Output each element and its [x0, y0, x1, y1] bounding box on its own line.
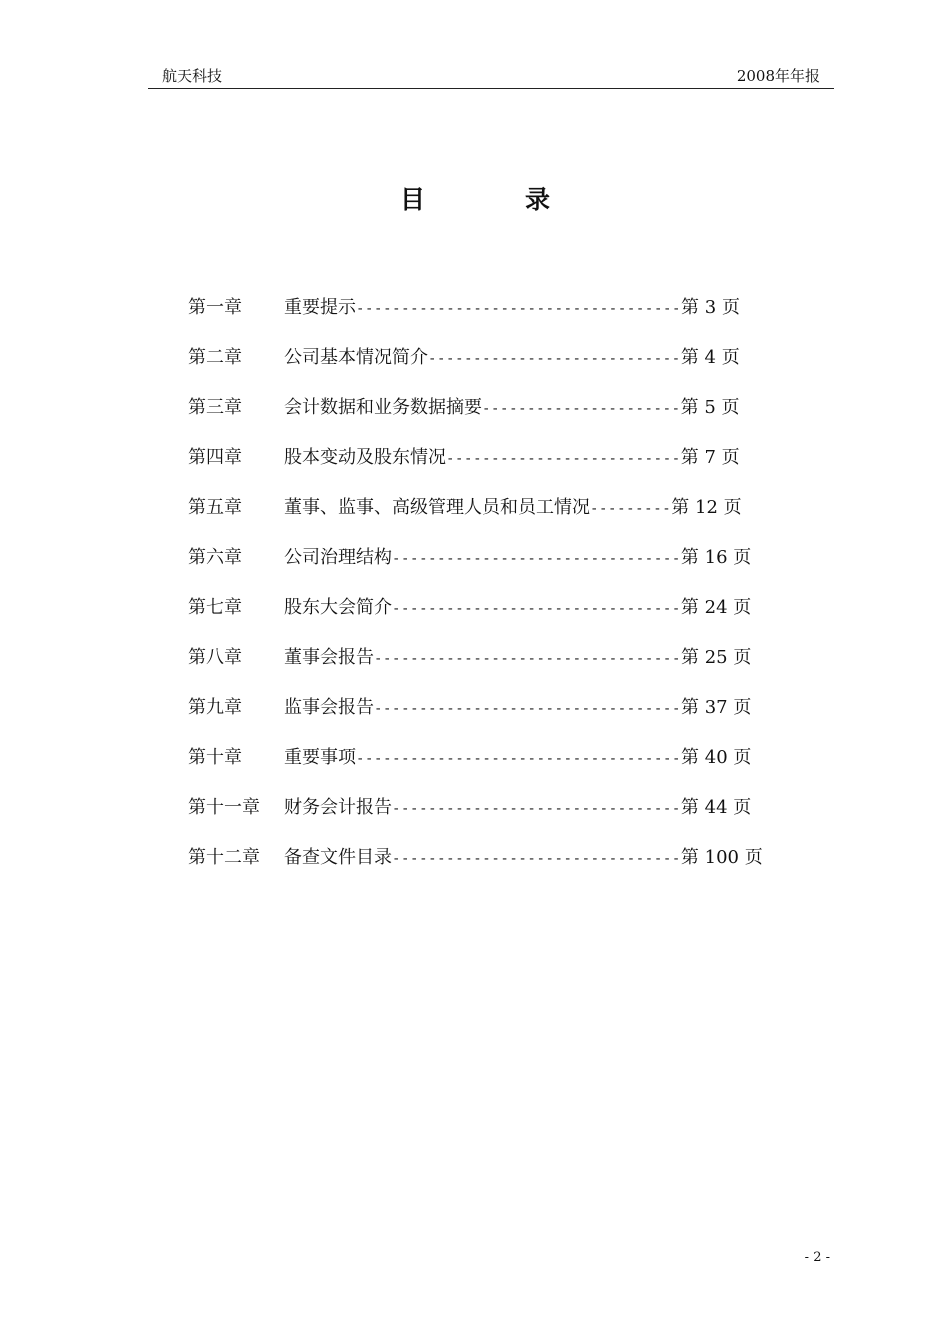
toc-title: [0, 180, 950, 216]
toc-leader: ------------------------------------: [356, 301, 682, 317]
toc-chapter-label: 第七章: [188, 597, 242, 618]
toc-entry-title: 董事会报告: [284, 647, 374, 668]
toc-entry-title: 监事会报告: [284, 697, 374, 718]
toc-entry-title: 重要提示: [284, 297, 356, 318]
toc-chapter-label: 第十章: [188, 747, 242, 768]
toc-chapter-label: 第六章: [188, 547, 242, 568]
company-name: 航天科技: [162, 67, 223, 85]
toc-leader: --------------------------------: [392, 601, 681, 617]
toc-entry-title: 董事、监事、高级管理人员和员工情况: [284, 497, 590, 518]
toc-entry-title: 会计数据和业务数据摘要: [284, 397, 482, 418]
toc-leader: --------------------------: [446, 451, 681, 467]
toc-title-char-1: 目: [399, 185, 425, 214]
toc-entry[interactable]: [188, 295, 763, 345]
toc-chapter-label: 第五章: [188, 497, 242, 518]
toc-page-ref: 第 24 页: [680, 597, 752, 618]
toc-entry[interactable]: [188, 545, 763, 595]
toc-entry-title: 股东大会简介: [284, 597, 392, 618]
toc-entry-title: 股本变动及股东情况: [284, 447, 446, 468]
toc-chapter-label: 第二章: [188, 347, 242, 368]
toc-chapter-label: 第十一章: [188, 797, 260, 818]
toc-entry[interactable]: [188, 695, 763, 745]
toc-entry[interactable]: [188, 645, 763, 695]
toc-entry[interactable]: [188, 795, 763, 845]
toc-entry[interactable]: [188, 445, 763, 495]
toc-entry[interactable]: [188, 845, 763, 895]
toc-entry-title: 公司治理结构: [284, 547, 392, 568]
toc-leader: ----------------------------------: [374, 651, 681, 667]
toc-page-ref: 第 16 页: [680, 547, 752, 568]
toc-entry-title: 公司基本情况简介: [284, 347, 428, 368]
toc-leader: ----------------------: [482, 401, 681, 417]
page-header: [148, 62, 834, 89]
toc-chapter-label: 第一章: [188, 297, 242, 318]
report-year: 2008年年报: [736, 67, 820, 85]
toc-entry[interactable]: [188, 495, 763, 545]
toc-leader: --------------------------------: [392, 551, 681, 567]
table-of-contents: [188, 295, 763, 895]
toc-leader: ------------------------------------: [356, 751, 682, 767]
toc-leader: ----------------------------------: [374, 701, 681, 717]
toc-leader: --------------------------------: [392, 851, 681, 867]
toc-page-ref: 第 100 页: [680, 847, 763, 868]
toc-chapter-label: 第十二章: [188, 847, 260, 868]
toc-chapter-label: 第八章: [188, 647, 242, 668]
toc-entry[interactable]: [188, 395, 763, 445]
toc-leader: --------------------------------: [392, 801, 681, 817]
toc-page-ref: 第 7 页: [680, 447, 740, 468]
toc-page-ref: 第 4 页: [680, 347, 740, 368]
toc-entry-title: 备查文件目录: [284, 847, 392, 868]
toc-entry-title: 财务会计报告: [284, 797, 392, 818]
toc-entry[interactable]: [188, 595, 763, 645]
toc-entry[interactable]: [188, 745, 763, 795]
toc-chapter-label: 第四章: [188, 447, 242, 468]
toc-leader: ---------: [590, 501, 672, 517]
toc-page-ref: 第 37 页: [680, 697, 752, 718]
toc-page-ref: 第 25 页: [680, 647, 752, 668]
page-number: - 2 -: [804, 1250, 830, 1265]
toc-page-ref: 第 40 页: [681, 747, 752, 768]
toc-page-ref: 第 12 页: [671, 497, 742, 518]
toc-entry-title: 重要事项: [284, 747, 356, 768]
toc-leader: ----------------------------: [428, 351, 681, 367]
toc-page-ref: 第 5 页: [680, 397, 740, 418]
toc-chapter-label: 第九章: [188, 697, 242, 718]
toc-chapter-label: 第三章: [188, 397, 242, 418]
toc-page-ref: 第 3 页: [681, 297, 740, 318]
toc-title-char-2: 录: [525, 185, 551, 214]
toc-page-ref: 第 44 页: [680, 797, 752, 818]
toc-entry[interactable]: [188, 345, 763, 395]
